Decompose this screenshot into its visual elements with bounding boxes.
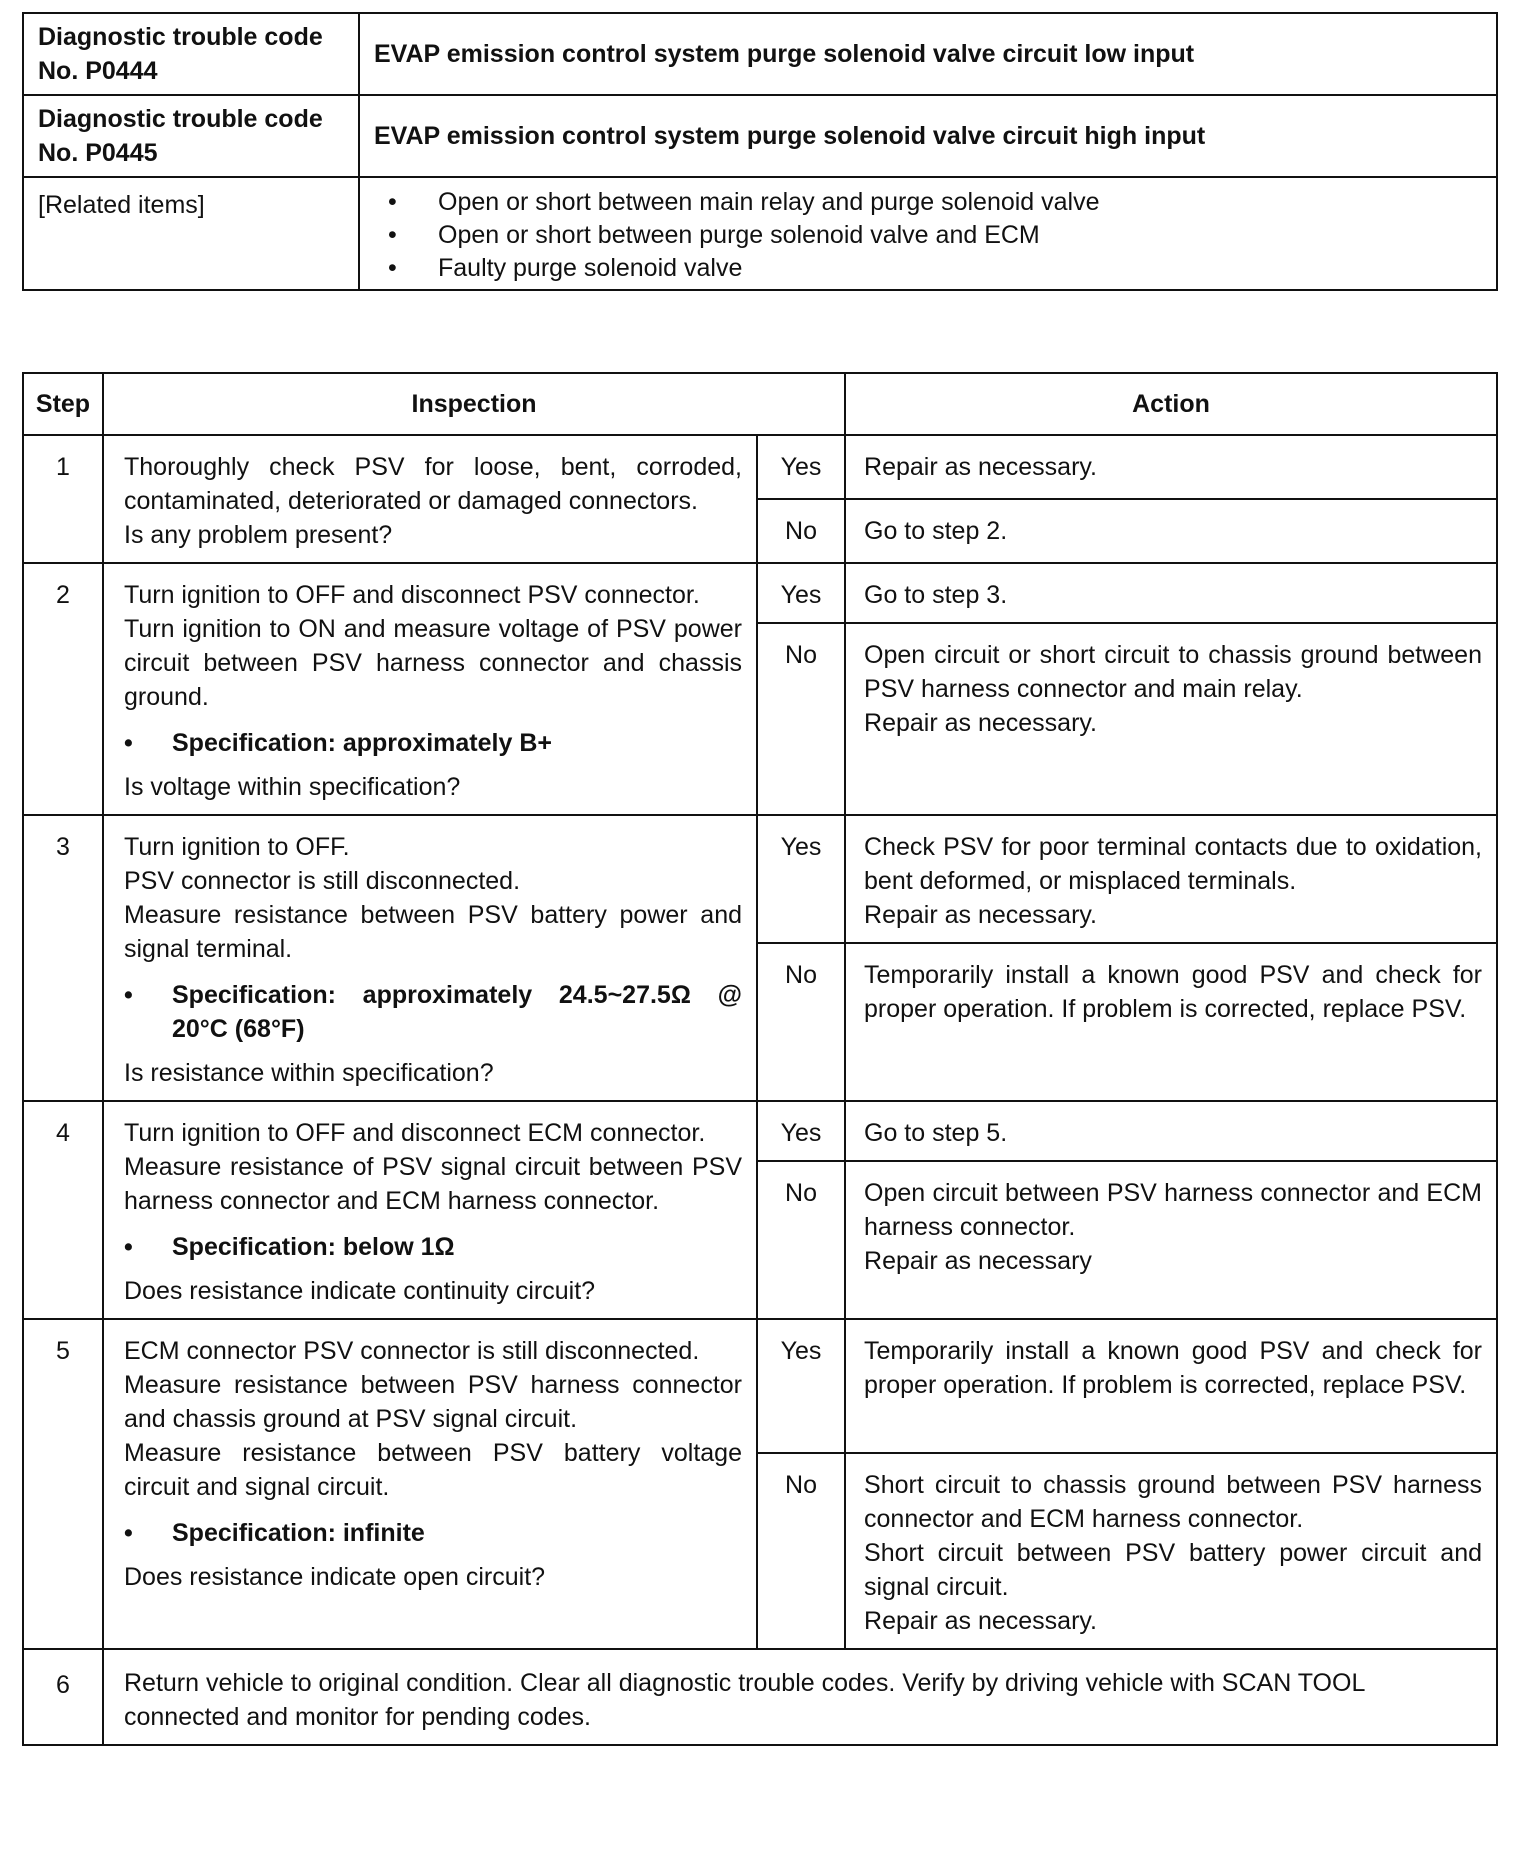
yes-label: Yes <box>757 1101 845 1161</box>
inspection-question: Is resistance within specification? <box>124 1059 494 1087</box>
inspection-text: ECM connector PSV connector is still disconnected. Measure resistance between PSV harness connector and chassis ground at PSV signal circuit. Measure resistance between PSV battery voltage circuit and signal circuit. <box>124 1337 742 1501</box>
related-item: • Faulty purge solenoid valve <box>388 252 1482 285</box>
step-inspection <box>103 1101 757 1319</box>
dtc-header-table <box>22 12 1498 291</box>
yes-label: Yes <box>757 435 845 499</box>
step-row <box>23 1319 1497 1453</box>
no-label: No <box>757 1453 845 1649</box>
step-number: 5 <box>23 1319 103 1649</box>
related-items-label: [Related items] <box>23 177 359 290</box>
related-item: • Open or short between purge solenoid valve and ECM <box>388 219 1482 252</box>
inspection-text: Turn ignition to OFF. PSV connector is still disconnected. Measure resistance between PSV battery power and signal terminal. <box>124 833 742 963</box>
step-number: 4 <box>23 1101 103 1319</box>
no-action: Temporarily install a known good PSV and check for proper operation. If problem is corrected, replace PSV. <box>845 943 1497 1101</box>
yes-action: Check PSV for poor terminal contacts due to oxidation, bent deformed, or misplaced terminals. Repair as necessary. <box>845 815 1497 943</box>
step-number: 3 <box>23 815 103 1101</box>
step-inspection <box>103 815 757 1101</box>
inspection-text: Turn ignition to OFF and disconnect PSV connector. Turn ignition to ON and measure voltage of PSV power circuit between PSV harness connector and chassis ground. <box>124 581 742 711</box>
dtc-description: EVAP emission control system purge solenoid valve circuit high input <box>359 95 1497 177</box>
no-action: Open circuit between PSV harness connector and ECM harness connector. Repair as necessary <box>845 1161 1497 1319</box>
related-item: • Open or short between main relay and purge solenoid valve <box>388 186 1482 219</box>
related-items-row <box>23 177 1497 290</box>
no-action: Go to step 2. <box>845 499 1497 563</box>
no-label: No <box>757 499 845 563</box>
step-row <box>23 1101 1497 1161</box>
inspection-question: Is voltage within specification? <box>124 773 461 801</box>
inspection-text: Turn ignition to OFF and disconnect ECM connector. Measure resistance of PSV signal circuit between PSV harness connector and ECM harness connector. <box>124 1119 742 1215</box>
related-items-list <box>374 178 1482 289</box>
dtc-row-p0444 <box>23 13 1497 95</box>
specification: • Specification: approximately 24.5~27.5Ω @ 20°C (68°F) <box>124 978 742 1046</box>
step-inspection <box>103 563 757 815</box>
step-row <box>23 563 1497 623</box>
specification: • Specification: infinite <box>124 1516 742 1550</box>
step-number: 6 <box>23 1649 103 1745</box>
inspection-question: Does resistance indicate continuity circuit? <box>124 1277 596 1305</box>
troubleshooting-steps-table <box>22 372 1498 1746</box>
dtc-label: Diagnostic trouble code No. P0445 <box>23 95 359 177</box>
dtc-row-p0445 <box>23 95 1497 177</box>
step-inspection <box>103 1319 757 1649</box>
specification: • Specification: below 1Ω <box>124 1230 742 1264</box>
step-number: 2 <box>23 563 103 815</box>
no-label: No <box>757 943 845 1101</box>
yes-label: Yes <box>757 563 845 623</box>
no-label: No <box>757 623 845 815</box>
inspection-text: Thoroughly check PSV for loose, bent, corroded, contaminated, deteriorated or damaged connectors. Is any problem present? <box>124 453 742 549</box>
yes-label: Yes <box>757 1319 845 1453</box>
inspection-question: Does resistance indicate open circuit? <box>124 1563 546 1591</box>
final-step-text: Return vehicle to original condition. Clear all diagnostic trouble codes. Verify by driving vehicle with SCAN TOOL connected and monitor for pending codes. <box>103 1649 1497 1745</box>
specification: • Specification: approximately B+ <box>124 726 742 760</box>
step-row-final <box>23 1649 1497 1745</box>
yes-action: Repair as necessary. <box>845 435 1497 499</box>
yes-label: Yes <box>757 815 845 943</box>
no-label: No <box>757 1161 845 1319</box>
column-header-step: Step <box>23 373 103 435</box>
table-header-row <box>23 373 1497 435</box>
step-row <box>23 435 1497 499</box>
yes-action: Go to step 5. <box>845 1101 1497 1161</box>
no-action: Short circuit to chassis ground between PSV harness connector and ECM harness connector. Short circuit between PSV battery power circuit and signal circuit. Repair as necessary. <box>845 1453 1497 1649</box>
step-number: 1 <box>23 435 103 563</box>
yes-action: Temporarily install a known good PSV and check for proper operation. If problem is corrected, replace PSV. <box>845 1319 1497 1453</box>
yes-action: Go to step 3. <box>845 563 1497 623</box>
step-inspection <box>103 435 757 563</box>
no-action: Open circuit or short circuit to chassis ground between PSV harness connector and main relay. Repair as necessary. <box>845 623 1497 815</box>
dtc-description: EVAP emission control system purge solenoid valve circuit low input <box>359 13 1497 95</box>
column-header-inspection: Inspection <box>103 373 845 435</box>
column-header-action: Action <box>845 373 1497 435</box>
dtc-label: Diagnostic trouble code No. P0444 <box>23 13 359 95</box>
step-row <box>23 815 1497 943</box>
